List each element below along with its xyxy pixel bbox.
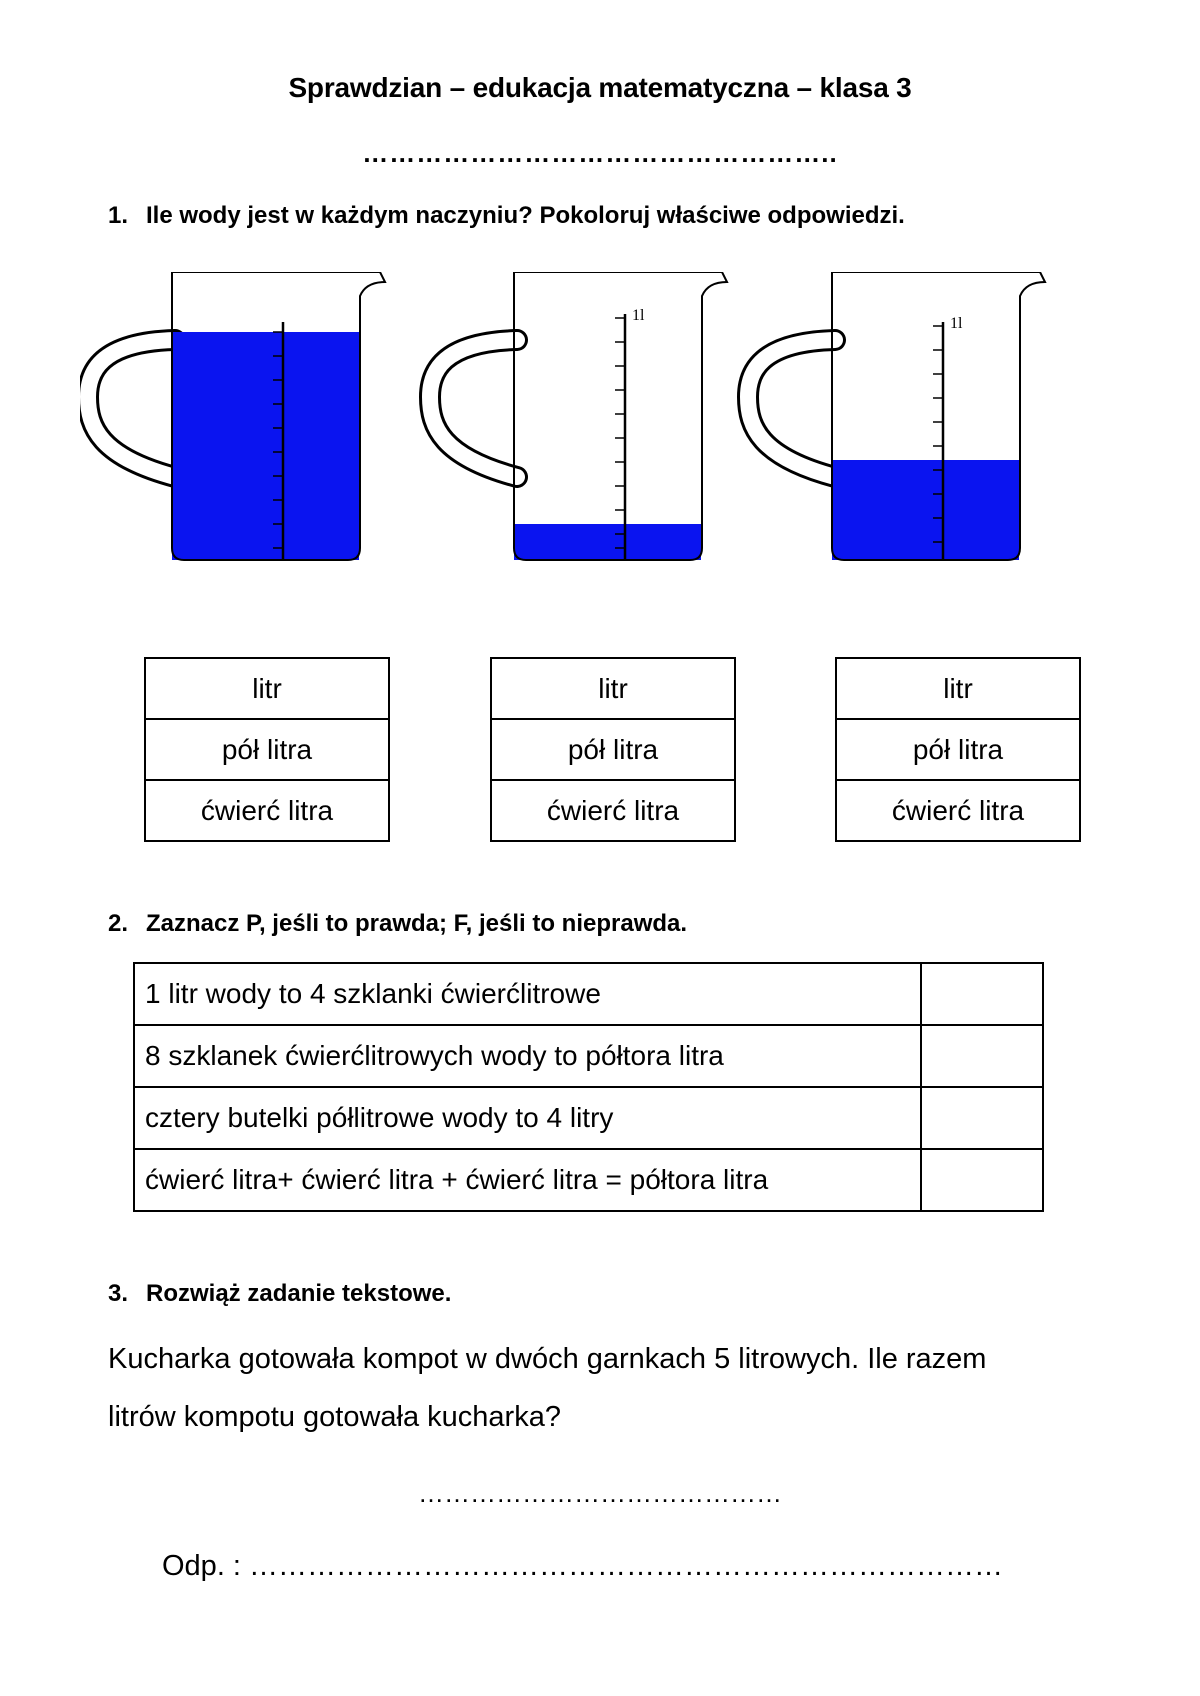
answer-box-jug-1 bbox=[144, 657, 390, 842]
task-1-number: 1. bbox=[108, 202, 129, 229]
option-litr[interactable]: litr bbox=[145, 658, 389, 719]
name-line: …………………………………………….. bbox=[362, 138, 838, 168]
statement-1: 1 litr wody to 4 szklanki ćwierćlitrowe bbox=[134, 963, 921, 1025]
table-row bbox=[134, 963, 1043, 1025]
jug-2 bbox=[430, 272, 727, 560]
option-cwierc-litra[interactable]: ćwierć litra bbox=[145, 780, 389, 841]
jug-2-label: 1l bbox=[632, 307, 645, 324]
jug-3-label: 1l bbox=[950, 315, 963, 332]
true-false-table bbox=[133, 962, 1044, 1212]
jug-2-water bbox=[514, 524, 701, 560]
table-row bbox=[134, 1025, 1043, 1087]
answer-cell-1[interactable] bbox=[921, 963, 1043, 1025]
jug-1 bbox=[88, 272, 385, 560]
table-row bbox=[134, 1087, 1043, 1149]
jug-1-water bbox=[172, 332, 359, 560]
option-pol-litra[interactable]: pół litra bbox=[491, 719, 735, 780]
task-1-text: Ile wody jest w każdym naczyniu? Pokoloruj właściwe odpowiedzi. bbox=[146, 202, 905, 229]
answer-cell-4[interactable] bbox=[921, 1149, 1043, 1211]
option-cwierc-litra[interactable]: ćwierć litra bbox=[836, 780, 1080, 841]
statement-3: cztery butelki półlitrowe wody to 4 litry bbox=[134, 1087, 921, 1149]
jugs-illustration bbox=[80, 272, 1080, 612]
word-problem-line-1: Kucharka gotowała kompot w dwóch garnkach 5 litrowych. Ile razem bbox=[108, 1343, 987, 1375]
answer-line[interactable]: Odp. : …………………………………………………………………… bbox=[162, 1550, 1004, 1582]
jug-3 bbox=[748, 272, 1045, 560]
task-3-text: Rozwiąż zadanie tekstowe. bbox=[146, 1280, 452, 1307]
task-2-text: Zaznacz P, jeśli to prawda; F, jeśli to nieprawda. bbox=[146, 910, 688, 937]
option-litr[interactable]: litr bbox=[836, 658, 1080, 719]
answer-box-jug-2 bbox=[490, 657, 736, 842]
table-row bbox=[134, 1149, 1043, 1211]
statement-2: 8 szklanek ćwierćlitrowych wody to półtora litra bbox=[134, 1025, 921, 1087]
answer-cell-3[interactable] bbox=[921, 1087, 1043, 1149]
option-litr[interactable]: litr bbox=[491, 658, 735, 719]
task-2-number: 2. bbox=[108, 910, 129, 937]
answer-cell-2[interactable] bbox=[921, 1025, 1043, 1087]
option-cwierc-litra[interactable]: ćwierć litra bbox=[491, 780, 735, 841]
task-3-number: 3. bbox=[108, 1280, 129, 1307]
task-2-heading bbox=[108, 910, 687, 938]
word-problem bbox=[108, 1330, 1108, 1446]
task-1-heading bbox=[108, 202, 905, 230]
statement-4: ćwierć litra+ ćwierć litra + ćwierć litra = półtora litra bbox=[134, 1149, 921, 1211]
page-title: Sprawdzian – edukacja matematyczna – klasa 3 bbox=[288, 72, 912, 103]
task-3-heading bbox=[108, 1280, 451, 1308]
calculation-line[interactable]: …………………………………… bbox=[418, 1478, 782, 1508]
option-pol-litra[interactable]: pół litra bbox=[145, 719, 389, 780]
option-pol-litra[interactable]: pół litra bbox=[836, 719, 1080, 780]
jug-3-water bbox=[832, 460, 1019, 560]
answer-box-jug-3 bbox=[835, 657, 1081, 842]
jug-2-ticks bbox=[615, 318, 625, 548]
word-problem-line-2: litrów kompotu gotowała kucharka? bbox=[108, 1401, 561, 1433]
